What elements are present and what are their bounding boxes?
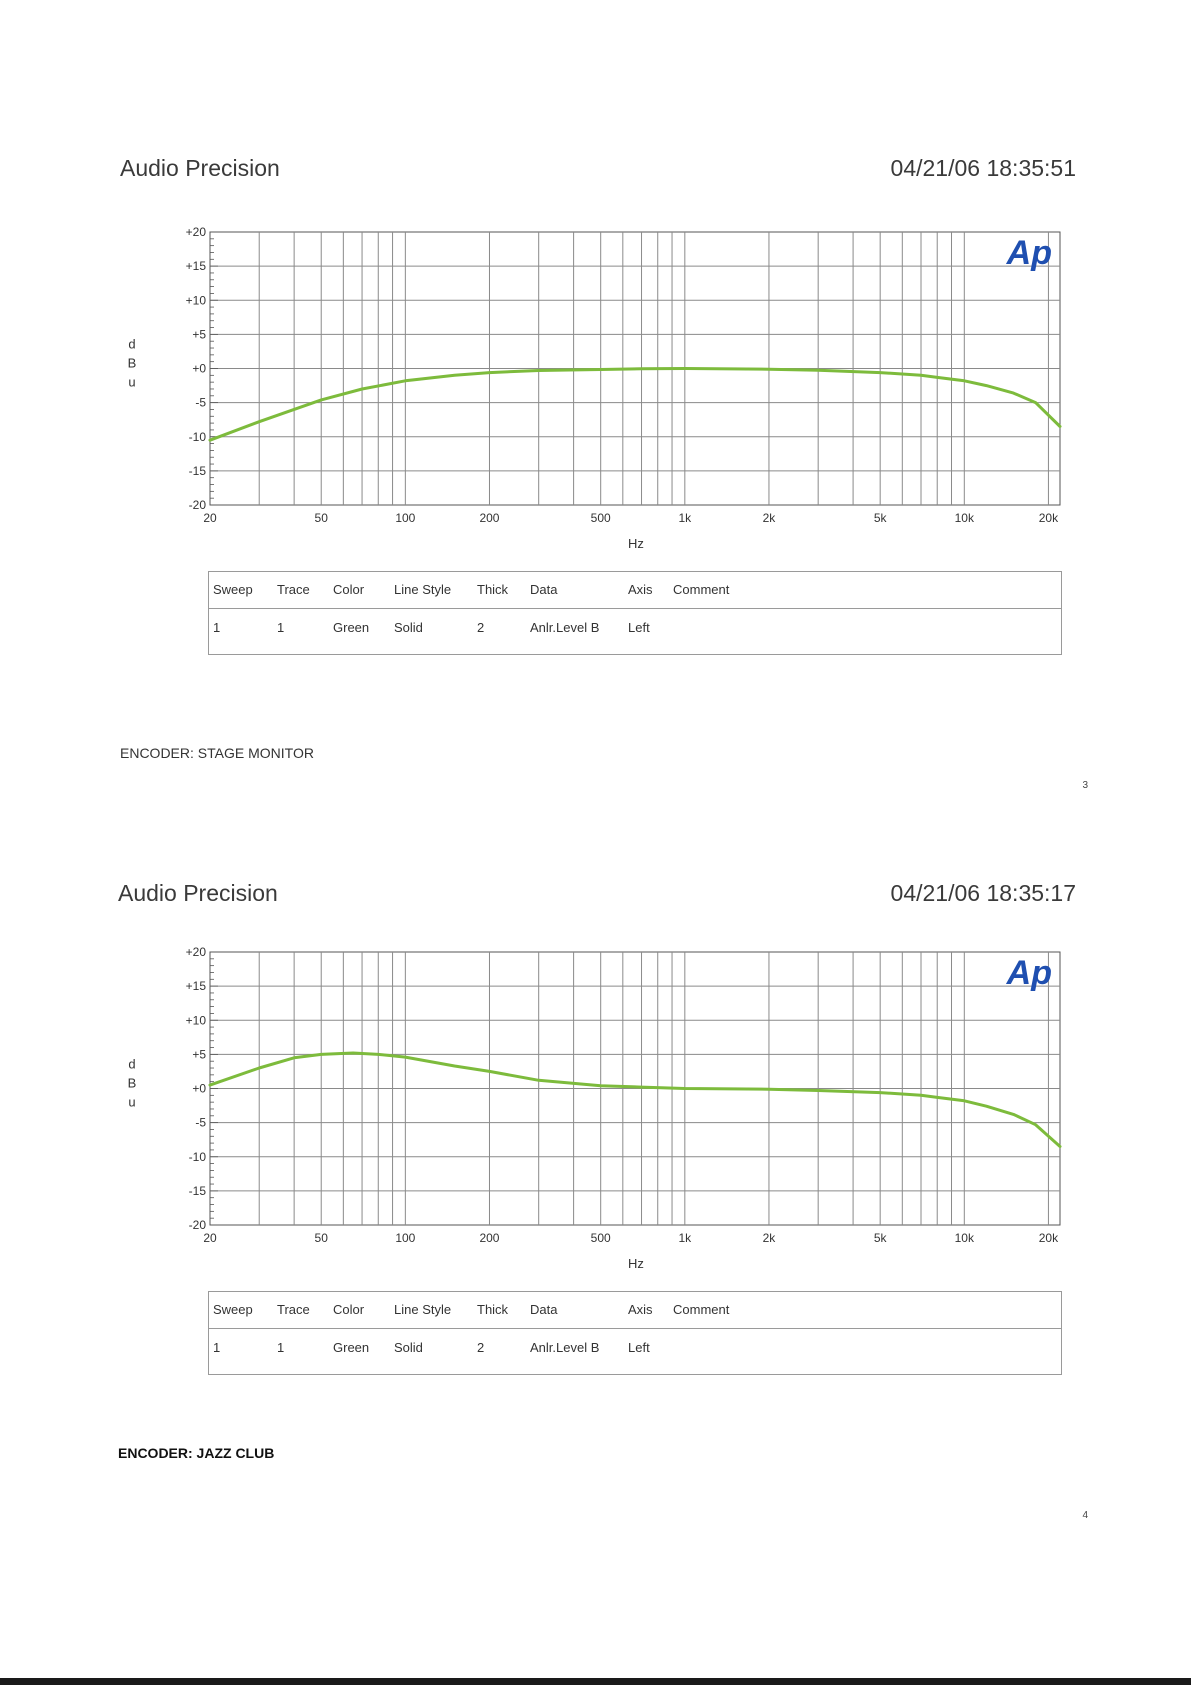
legend-header-thick: Thick <box>477 1302 509 1317</box>
y-tick-label: +5 <box>192 327 206 342</box>
legend-cell-line-style: Solid <box>394 1340 423 1355</box>
trace-legend-table <box>208 1291 1062 1375</box>
x-tick-label: 2k <box>762 1231 776 1245</box>
frequency-response-chart <box>0 720 1191 1280</box>
legend-header-line-style: Line Style <box>394 582 452 597</box>
x-tick-label: 20k <box>1038 1231 1059 1245</box>
legend-header-sweep: Sweep <box>213 1302 253 1317</box>
legend-header-comment: Comment <box>673 1302 730 1317</box>
legend-cell-line-style: Solid <box>394 620 423 635</box>
x-tick-label: 50 <box>314 1231 328 1245</box>
x-tick-label: 5k <box>873 1231 887 1245</box>
ap-logo: Ap <box>1006 234 1052 272</box>
legend-cell-trace: 1 <box>277 1340 285 1355</box>
y-axis-label-char: u <box>128 1094 136 1110</box>
x-tick-label: 1k <box>678 1231 692 1245</box>
legend-header-trace: Trace <box>277 582 310 597</box>
legend-cell-axis: Left <box>628 620 650 635</box>
legend-header-row <box>209 572 1061 609</box>
y-axis-label-char: d <box>128 1056 136 1072</box>
trace-legend-table <box>208 571 1062 655</box>
legend-header-comment: Comment <box>673 582 730 597</box>
y-tick-label: +10 <box>185 293 206 308</box>
y-tick-label: +15 <box>185 259 206 274</box>
footer-band <box>0 1678 1191 1685</box>
report-page-1 <box>0 0 1191 791</box>
x-tick-label: 500 <box>590 1231 611 1245</box>
y-axis-label-char: d <box>128 336 136 352</box>
legend-cell-color: Green <box>333 620 370 635</box>
x-tick-label: 10k <box>954 511 974 525</box>
x-axis-label: Hz <box>628 536 644 551</box>
encoder-caption: ENCODER: STAGE MONITOR <box>120 745 314 761</box>
legend-header-thick: Thick <box>477 582 509 597</box>
y-tick-label: -15 <box>188 1183 206 1198</box>
legend-cell-sweep: 1 <box>213 620 221 635</box>
x-tick-label: 20k <box>1038 511 1059 525</box>
legend-cell-data: Anlr.Level B <box>530 1340 600 1355</box>
y-tick-label: -20 <box>188 498 206 512</box>
x-tick-label: 100 <box>395 511 416 525</box>
legend-header-sweep: Sweep <box>213 582 253 597</box>
y-tick-label: +0 <box>192 361 206 376</box>
ap-logo: Ap <box>1006 954 1052 992</box>
legend-header-color: Color <box>333 582 365 597</box>
legend-cell-sweep: 1 <box>213 1340 221 1355</box>
y-axis-label-char: B <box>127 1075 137 1091</box>
y-tick-label: -10 <box>188 1149 206 1164</box>
x-tick-label: 10k <box>954 1231 974 1245</box>
legend-cell-axis: Left <box>628 1340 650 1355</box>
legend-header-row <box>209 1292 1061 1329</box>
legend-header-axis: Axis <box>628 1302 653 1317</box>
brand-title: Audio Precision <box>120 155 280 181</box>
x-axis-label: Hz <box>628 1256 644 1271</box>
legend-cell-thick: 2 <box>477 1340 485 1355</box>
y-tick-label: +0 <box>192 1081 206 1096</box>
y-tick-label: +5 <box>192 1047 206 1062</box>
timestamp: 04/21/06 18:35:17 <box>890 880 1076 906</box>
y-tick-label: +10 <box>185 1013 206 1028</box>
encoder-caption: ENCODER: JAZZ CLUB <box>118 1445 275 1461</box>
x-tick-label: 500 <box>590 511 611 525</box>
legend-header-trace: Trace <box>277 1302 310 1317</box>
page-number: 3 <box>1082 780 1088 791</box>
x-tick-label: 5k <box>873 511 887 525</box>
legend-cell-color: Green <box>333 1340 370 1355</box>
series-line <box>210 1053 1060 1147</box>
y-axis-label-char: u <box>128 374 136 390</box>
x-tick-label: 20 <box>203 511 217 525</box>
legend-header-line-style: Line Style <box>394 1302 452 1317</box>
frequency-response-chart <box>0 0 1191 560</box>
page-number: 4 <box>1082 1510 1088 1521</box>
x-tick-label: 200 <box>479 511 500 525</box>
x-tick-label: 1k <box>678 511 692 525</box>
legend-cell-data: Anlr.Level B <box>530 620 600 635</box>
x-tick-label: 200 <box>479 1231 500 1245</box>
x-tick-label: 50 <box>314 511 328 525</box>
legend-cell-trace: 1 <box>277 620 285 635</box>
y-tick-label: -5 <box>195 1115 206 1130</box>
brand-title: Audio Precision <box>118 880 278 906</box>
series-line <box>210 369 1060 441</box>
legend-header-axis: Axis <box>628 582 653 597</box>
legend-data-row <box>209 610 1061 646</box>
x-tick-label: 2k <box>762 511 776 525</box>
x-tick-label: 100 <box>395 1231 416 1245</box>
y-tick-label: -20 <box>188 1218 206 1232</box>
y-tick-label: +20 <box>185 945 206 959</box>
legend-header-color: Color <box>333 1302 365 1317</box>
y-tick-label: +15 <box>185 979 206 994</box>
y-tick-label: -5 <box>195 395 206 410</box>
legend-data-row <box>209 1330 1061 1366</box>
report-page-2 <box>0 720 1191 1521</box>
legend-cell-thick: 2 <box>477 620 485 635</box>
y-tick-label: -10 <box>188 429 206 444</box>
timestamp: 04/21/06 18:35:51 <box>890 155 1076 181</box>
y-tick-label: +20 <box>185 225 206 239</box>
legend-header-data: Data <box>530 582 558 597</box>
legend-header-data: Data <box>530 1302 558 1317</box>
y-axis-label-char: B <box>127 355 137 371</box>
y-tick-label: -15 <box>188 463 206 478</box>
x-tick-label: 20 <box>203 1231 217 1245</box>
